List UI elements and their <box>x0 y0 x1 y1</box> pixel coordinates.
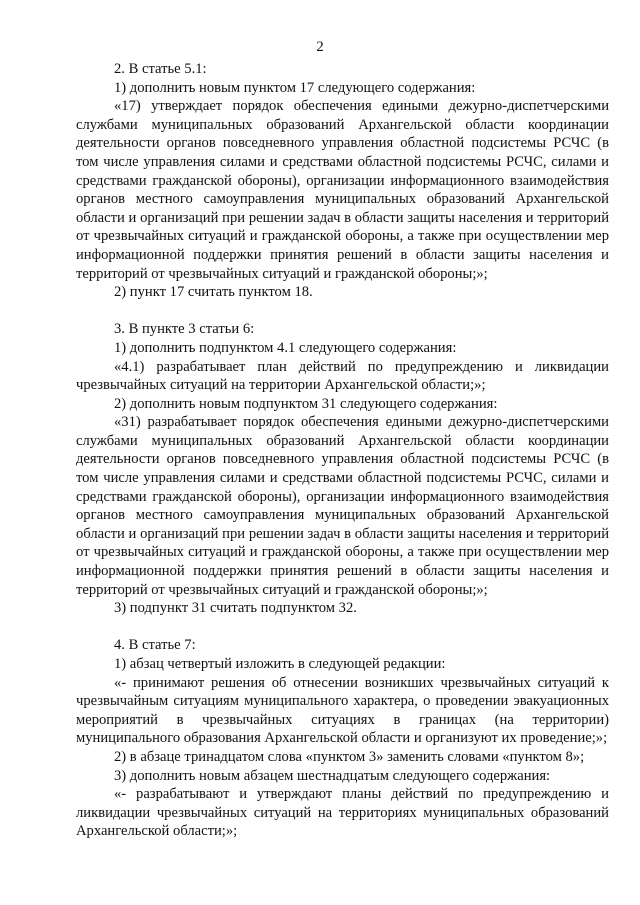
section-heading: 4. В статье 7: <box>114 637 196 654</box>
section-heading: 3. В пункте 3 статьи 6: <box>114 321 255 338</box>
paragraph: 1) абзац четвертый изложить в следующей редакции: <box>114 656 446 672</box>
paragraph: 2) пункт 17 считать пунктом 18. <box>114 284 313 301</box>
paragraph: «17) утверждает порядок обеспечения едиными дежурно-диспетчерскими службами муниципальных образований Архангельской области координации деятельности органов повседневного управления областной подсистемы РСЧС (в том числе управления силами и средствами областной подсистемы РСЧС, силами и средствами гражданской обороны), организации информационного взаимодействия органов местного самоуправления муниципальных образований Архангельской области и организаций при решении задач в области защиты населения и территорий от чрезвычайных ситуаций и гражданской обороны, а также при осуществлении мер информационной поддержки принятия решений в области защиты населения и территорий от чрезвычайных ситуаций и гражданской обороны;»; <box>76 98 609 282</box>
paragraph: «31) разрабатывает порядок обеспечения едиными дежурно-диспетчерскими службами муниципальных образований Архангельской области координации деятельности органов повседневного управления областной подсистемы РСЧС (в том числе управления силами и средствами областной подсистемы РСЧС, силами и средствами гражданской обороны), организации информационного взаимодействия органов местного самоуправления муниципальных образований Архангельской области и организаций при решении задач в области защиты населения и территорий от чрезвычайных ситуаций и гражданской обороны, а также при осуществлении мер информационной поддержки принятия решений в области защиты населения и территорий от чрезвычайных ситуаций и гражданской обороны;»; <box>76 414 609 598</box>
paragraph: 3) дополнить новым абзацем шестнадцатым следующего содержания: <box>114 767 551 784</box>
page-number: 2 <box>316 39 324 55</box>
paragraph: «- разрабатывают и утверждают планы действий по предупреждению и ликвидации чрезвычайных ситуаций на территориях муниципальных образований Архангельской области;»; <box>76 786 609 840</box>
paragraph: 3) подпункт 31 считать подпунктом 32. <box>114 600 357 617</box>
paragraph: 1) дополнить новым пунктом 17 следующего содержания: <box>114 79 476 96</box>
paragraph: «4.1) разрабатывает план действий по предупреждению и ликвидации чрезвычайных ситуаций на территории Архангельской области;»; <box>76 358 609 394</box>
section-heading: 2. В статье 5.1: <box>114 61 207 77</box>
paragraph: 1) дополнить подпунктом 4.1 следующего содержания: <box>114 339 457 356</box>
paragraph: 2) в абзаце тринадцатом слова «пунктом 3» заменить словами «пунктом 8»; <box>114 748 585 765</box>
paragraph: 2) дополнить новым подпунктом 31 следующего содержания: <box>114 395 498 412</box>
document-body <box>76 60 609 841</box>
paragraph: «- принимают решения об отнесении возникших чрезвычайных ситуаций к чрезвычайным ситуациям муниципального характера, о проведении эвакуационных мероприятий в чрезвычайных ситуациях в границах (на территории) муниципального образования Архангельской области и организуют их проведение;»; <box>76 674 609 747</box>
